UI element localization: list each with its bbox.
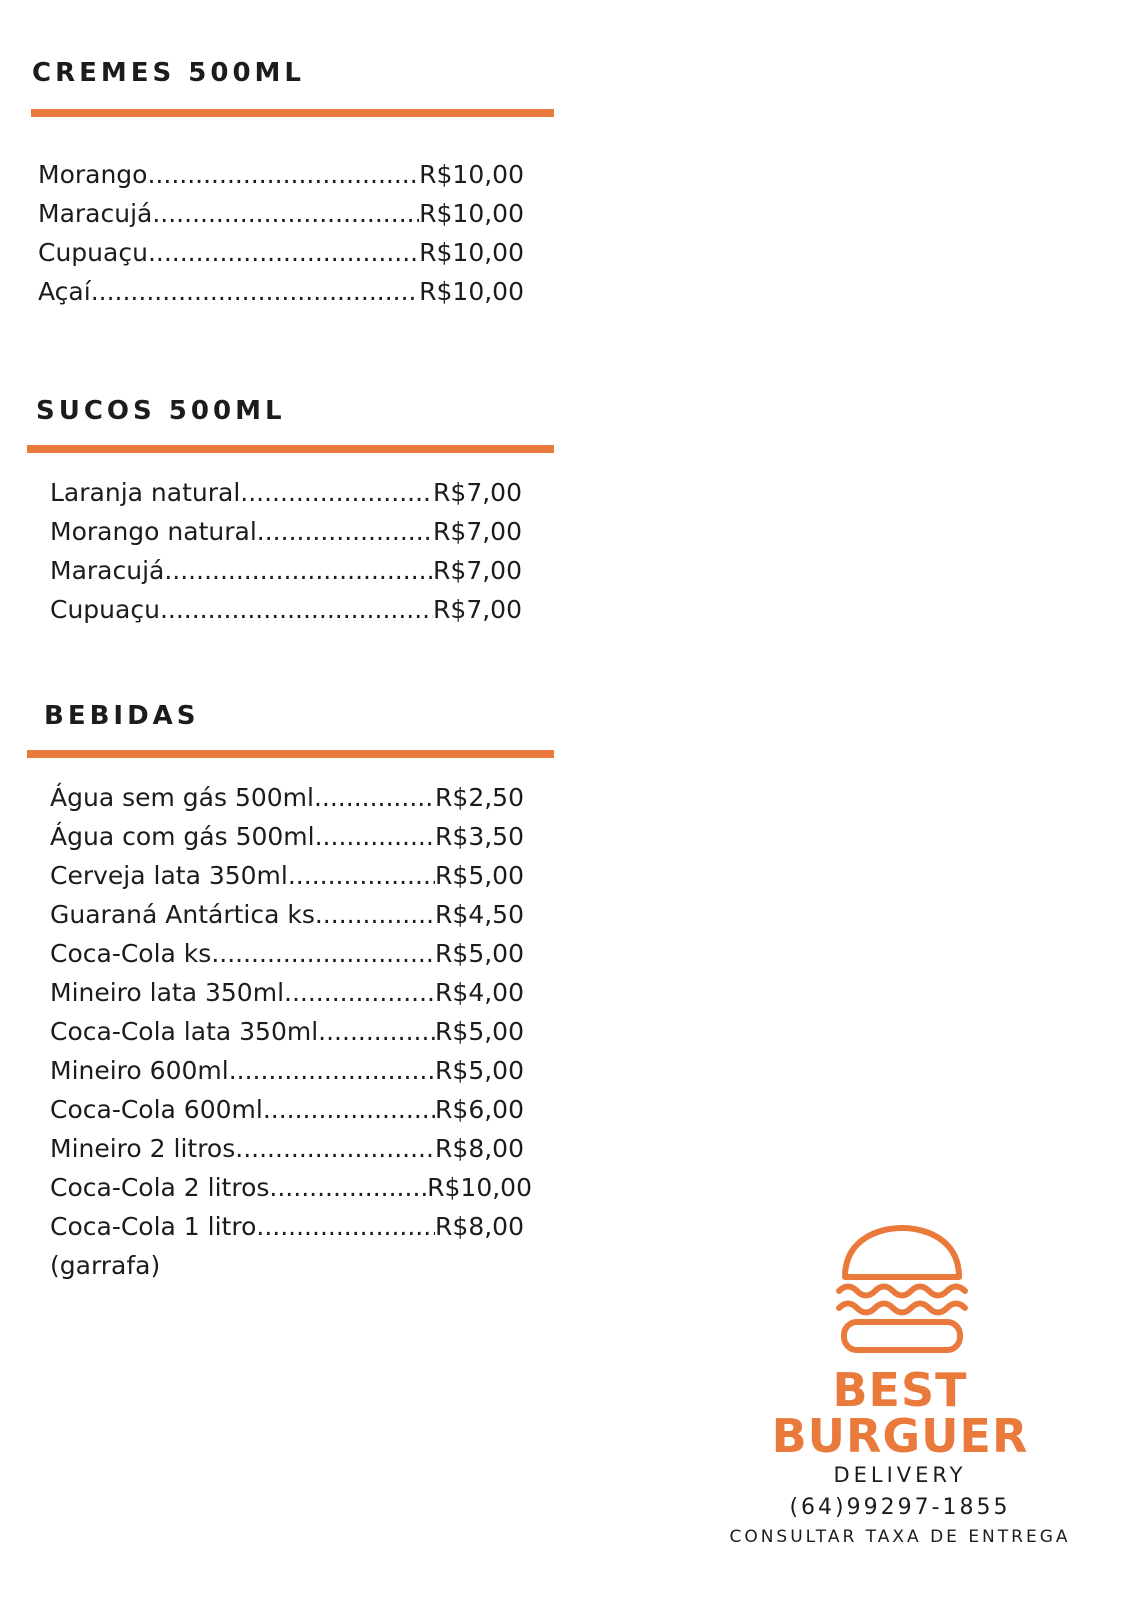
- contact-phone: (64)99297-1855: [789, 1495, 1011, 1520]
- section-divider-cremes: [31, 109, 554, 117]
- menu-item: Maracujá ..... R$7,00: [50, 551, 522, 591]
- menu-item: Coca-Cola 2 litros ..... R$10,00: [50, 1168, 532, 1208]
- menu-item-note: (garrafa): [50, 1251, 161, 1280]
- menu-item: Mineiro lata 350ml ..... R$4,00: [50, 973, 524, 1013]
- menu-item: Coca-Cola lata 350ml ..... R$5,00: [50, 1012, 524, 1052]
- menu-item: Água com gás 500ml ..... R$3,50: [50, 817, 524, 857]
- section-divider-sucos: [27, 445, 554, 453]
- menu-item: Morango ..... R$10,00: [38, 155, 524, 195]
- menu-item: Morango natural ..... R$7,00: [50, 512, 522, 552]
- section-divider-bebidas: [27, 750, 554, 758]
- menu-item: Mineiro 2 litros ..... R$8,00: [50, 1129, 524, 1169]
- menu-item: Água sem gás 500ml ..... R$2,50: [50, 778, 524, 818]
- menu-item: Coca-Cola 1 litro ..... R$8,00: [50, 1207, 524, 1247]
- brand-name-line2: BURGUER: [771, 1409, 1029, 1463]
- menu-item: Maracujá ..... R$10,00: [38, 194, 524, 234]
- menu-item: Cerveja lata 350ml ..... R$5,00: [50, 856, 524, 896]
- brand-logo: [729, 1225, 1071, 1565]
- menu-item: Mineiro 600ml ..... R$5,00: [50, 1051, 524, 1091]
- menu-item: Cupuaçu ..... R$7,00: [50, 590, 522, 630]
- brand-name-line1: BEST: [832, 1363, 968, 1417]
- delivery-fee-note: CONSULTAR TAXA DE ENTREGA: [729, 1527, 1071, 1547]
- section-title-bebidas: BEBIDAS: [44, 701, 200, 731]
- menu-item: Guaraná Antártica ks ..... R$4,50: [50, 895, 524, 935]
- section-title-sucos: SUCOS 500ML: [36, 396, 286, 426]
- menu-item: Açaí ..... R$10,00: [38, 272, 524, 312]
- brand-tagline: DELIVERY: [833, 1463, 967, 1487]
- menu-item: Coca-Cola ks ..... R$5,00: [50, 934, 524, 974]
- menu-item: Laranja natural ..... R$7,00: [50, 473, 522, 513]
- burger-icon: [835, 1225, 970, 1365]
- menu-item: Cupuaçu ..... R$10,00: [38, 233, 524, 273]
- section-title-cremes: CREMES 500ML: [32, 58, 305, 88]
- menu-item: Coca-Cola 600ml ..... R$6,00: [50, 1090, 524, 1130]
